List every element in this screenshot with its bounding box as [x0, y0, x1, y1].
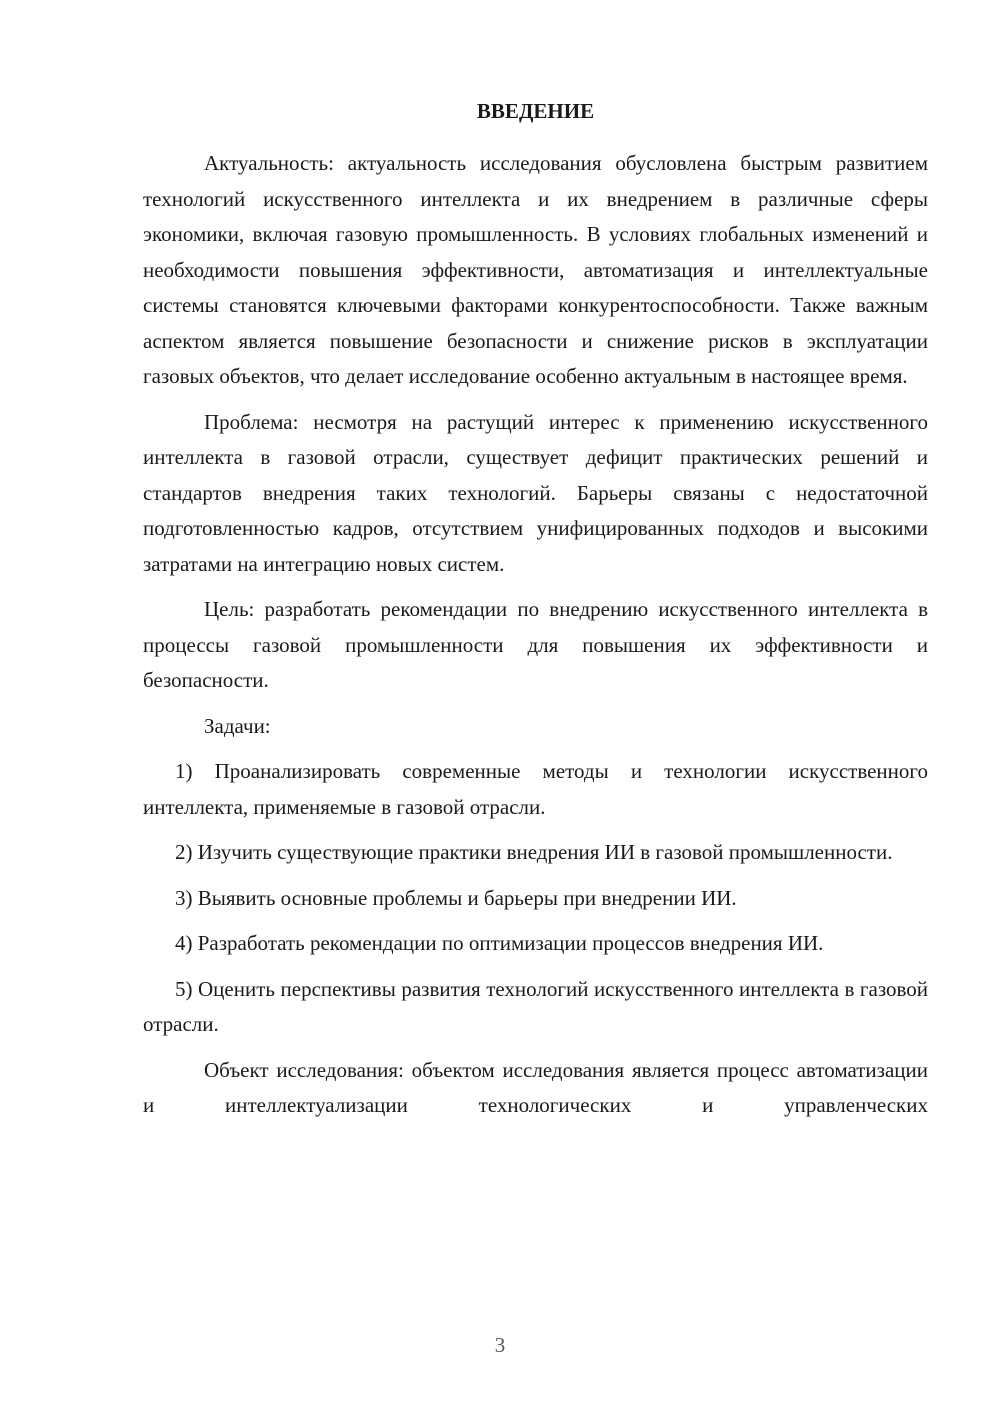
paragraph-goal: Цель: разработать рекомендации по внедрению искусственного интеллекта в процессы газовой промышленности для повышения их эффективности и безопасности. — [143, 597, 928, 692]
paragraph-object: Объект исследования: объектом исследования является процесс автоматизации и интеллектуализации технологических и управленческих — [143, 1057, 928, 1117]
paragraph-relevance: Актуальность: актуальность исследования обусловлена быстрым развитием технологий искусственного интеллекта и их внедрением в различные сферы экономики, включая газовую промышленность. В условиях глобальных изменений и необходимости повышения эффективности, автоматизация и интеллектуальные системы становятся ключевыми факторами конкурентоспособности. Также важным аспектом является повышение безопасности и снижение рисков в эксплуатации газовых объектов, что делает исследование особенно актуальным в настоящее время. — [143, 151, 928, 388]
page-number: 3 — [494, 1333, 506, 1357]
section-heading: ВВЕДЕНИЕ — [476, 99, 595, 123]
task-item-3: 3) Выявить основные проблемы и барьеры при внедрении ИИ. — [175, 885, 737, 910]
task-item-2: 2) Изучить существующие практики внедрения ИИ в газовой промышленности. — [175, 840, 893, 864]
paragraph-problem: Проблема: несмотря на растущий интерес к применению искусственного интеллекта в газовой отрасли, существует дефицит практических решений и стандартов внедрения таких технологий. Барьеры связаны с недостаточной подготовленностью кадров, отсутствием унифицированных подходов и высокими затратами на интеграцию новых систем. — [143, 409, 928, 576]
task-item-4: 4) Разработать рекомендации по оптимизации процессов внедрения ИИ. — [175, 931, 824, 955]
page-content — [143, 94, 928, 1124]
tasks-title: Задачи: — [204, 713, 271, 738]
task-item-1: 1) Проанализировать современные методы и технологии искусственного интеллекта, применяемые в газовой отрасли. — [143, 759, 928, 819]
task-item-5: 5) Оценить перспективы развития технологий искусственного интеллекта в газовой отрасли. — [143, 976, 928, 1036]
